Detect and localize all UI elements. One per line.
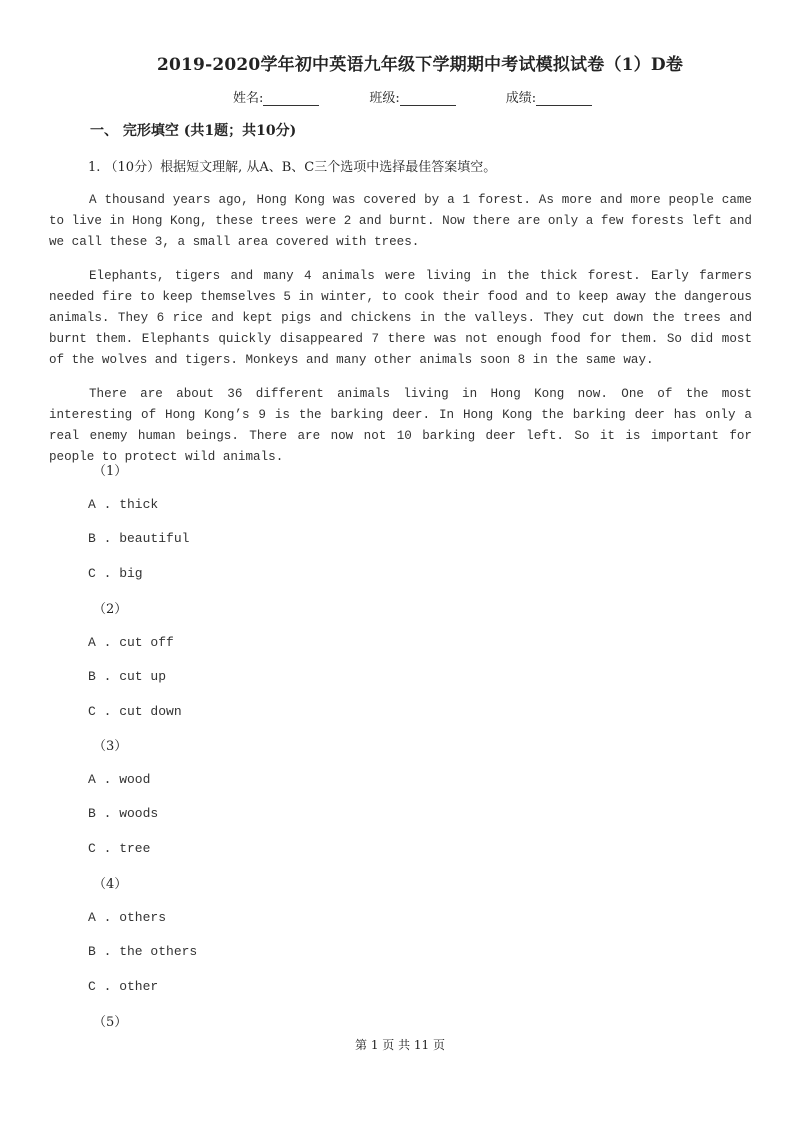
option-b[interactable]: B . cut up [88, 669, 167, 684]
section-heading: 一、 完形填空 (共1题；共10分) [90, 123, 297, 139]
option-a[interactable]: A . cut off [88, 635, 174, 650]
option-a[interactable]: A . thick [88, 497, 159, 512]
page-footer: 第 1 页 共 11 页 [355, 1038, 445, 1052]
question-header: 1. （10分）根据短文理解, 从A、B、C三个选项中选择最佳答案填空。 [88, 160, 497, 175]
student-info [233, 87, 592, 106]
name-label: 姓名: [233, 91, 264, 106]
option-a[interactable]: A . wood [88, 772, 151, 787]
subquestion-number: （1） [93, 464, 128, 479]
page-title: 2019-2020学年初中英语九年级下学期期中考试模拟试卷（1）D卷 [156, 55, 684, 75]
option-a[interactable]: A . others [88, 910, 167, 925]
passage-paragraph: Elephants, tigers and many 4 animals were living in the thick forest. Early farmers needed fire to keep themselves 5 in winter, to cook their food and to keep away the dangerous animals. They 6 rice and kept pigs and chickens in the valleys. They cut down the trees and burnt them. Elephants quickly disappeared 7 there was not enough food for them. So did most of the wolves and tigers. Monkeys and many other animals soon 8 in the same way. [49, 269, 752, 367]
class-label: 班级: [369, 91, 400, 106]
subquestion-number: （5） [93, 1015, 128, 1030]
passage-paragraph: There are about 36 different animals living in Hong Kong now. One of the most interesting of Hong Kong’s 9 is the barking deer. In Hong Kong the barking deer has only a real enemy human beings. There are now not 10 barking deer left. So it is important for people to protect wild animals. [49, 387, 752, 464]
score-label: 成绩: [505, 91, 537, 106]
option-c[interactable]: C . cut down [88, 704, 182, 719]
class-blank[interactable] [400, 91, 456, 106]
name-blank[interactable] [263, 91, 319, 106]
option-b[interactable]: B . beautiful [88, 531, 190, 546]
name-field [233, 87, 319, 106]
option-b[interactable]: B . the others [88, 944, 198, 959]
option-c[interactable]: C . big [88, 566, 143, 581]
passage-paragraph: A thousand years ago, Hong Kong was covered by a 1 forest. As more and more people came to live in Hong Kong, these trees were 2 and burnt. Now there are only a few forests left and we call these 3, a small area covered with trees. [49, 193, 752, 249]
subquestion-number: （4） [93, 877, 128, 892]
score-blank[interactable] [536, 91, 592, 106]
option-c[interactable]: C . tree [88, 841, 151, 856]
option-b[interactable]: B . woods [88, 806, 159, 821]
subquestion-number: （2） [93, 602, 128, 617]
subquestion-number: （3） [93, 739, 128, 754]
option-c[interactable]: C . other [88, 979, 159, 994]
class-field [369, 87, 455, 106]
score-field [506, 87, 592, 106]
